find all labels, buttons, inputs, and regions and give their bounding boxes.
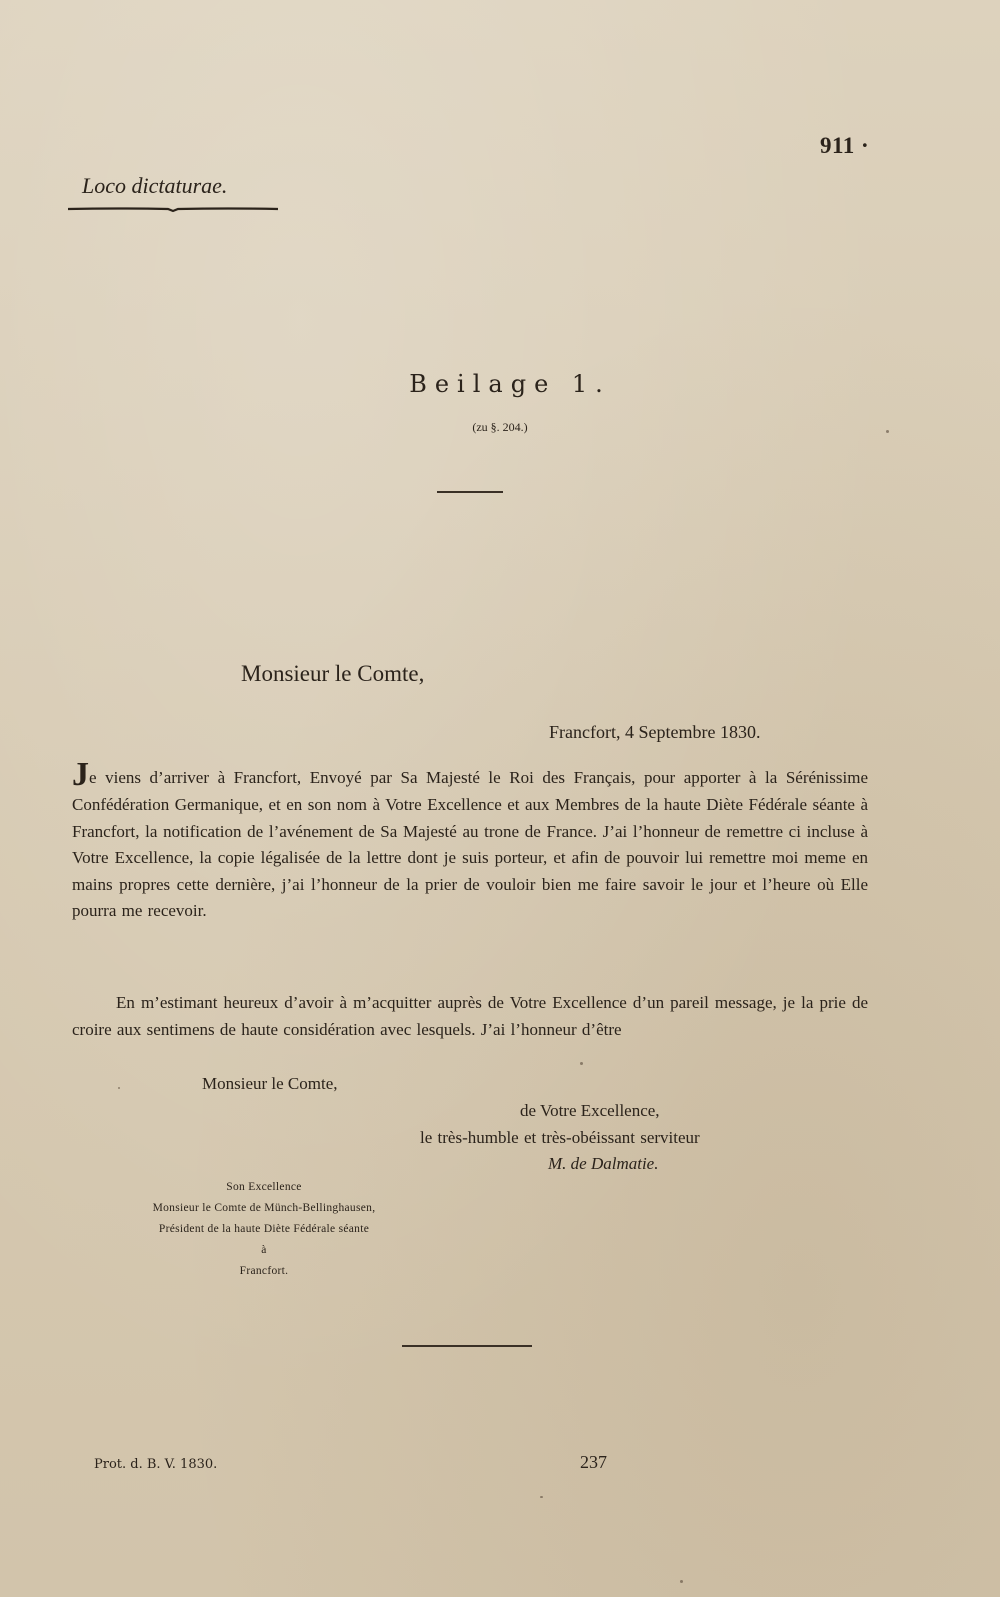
paper-speck <box>118 1087 120 1089</box>
paper-speck <box>680 1580 683 1583</box>
recipient-address <box>88 1177 440 1282</box>
letter-salutation: Monsieur le Comte, <box>241 661 425 686</box>
address-line-4: à <box>261 1244 267 1256</box>
sheet-number: 237 <box>580 1452 607 1472</box>
address-line-2: Monsieur le Comte de Münch-Bellinghausen, <box>152 1202 376 1214</box>
signature: M. de Dalmatie. <box>548 1154 659 1173</box>
divider-rule-bottom <box>402 1345 532 1347</box>
loco-dictaturae-label: Loco dictaturae. <box>82 173 228 198</box>
page-number: 911 · <box>820 133 870 158</box>
beilage-heading: Beilage 1. <box>409 370 611 398</box>
paragraph-1-text: e viens d’arriver à Francfort, Envoyé par Sa Majesté le Roi des Français, pour apporter à la Sérénissime Confédération Germanique, et en son nom à Votre Excellence et aux Membres de la haute Diète Fédérale séante à Francfort, la notification de l’avénement de Sa Majesté au trone de France. J’ai l’honneur de remettre ci incluse à Votre Excellence, la copie légalisée de la lettre dont je suis porteur, et afin de pouvoir lui remettre moi meme en mains propres cette dernière, j’ai l’honneur de la prier de vouloir bien me faire savoir le jour et l’heure où Elle pourra me recevoir. <box>72 768 868 921</box>
address-line-3: Président de la haute Diète Fédérale séante <box>158 1223 370 1235</box>
protocol-reference: Prot. d. B. V. 1830. <box>94 1457 218 1472</box>
paper-speck <box>886 430 889 433</box>
letter-paragraph-1 <box>72 758 868 925</box>
paper-speck <box>580 1062 583 1065</box>
ornamental-rule <box>68 205 278 213</box>
closing-salutation: Monsieur le Comte, <box>202 1074 338 1093</box>
closing-excellence: de Votre Excellence, <box>520 1101 660 1120</box>
paper-speck <box>540 1496 543 1498</box>
address-line-5: Francfort. <box>239 1265 289 1277</box>
divider-rule <box>437 491 503 493</box>
drop-cap: J <box>72 756 89 793</box>
section-reference: (zu §. 204.) <box>472 420 528 434</box>
address-line-1: Son Excellence <box>226 1181 302 1193</box>
letter-paragraph-2: En m’estimant heureux d’avoir à m’acquitter auprès de Votre Excellence d’un pareil message, je la prie de croire aux sentimens de haute considération avec lesquels. J’ai l’honneur d’être <box>72 993 868 1039</box>
letter-dateline: Francfort, 4 Septembre 1830. <box>549 722 761 742</box>
closing-servant: le très-humble et très-obéissant serviteur <box>420 1128 700 1147</box>
